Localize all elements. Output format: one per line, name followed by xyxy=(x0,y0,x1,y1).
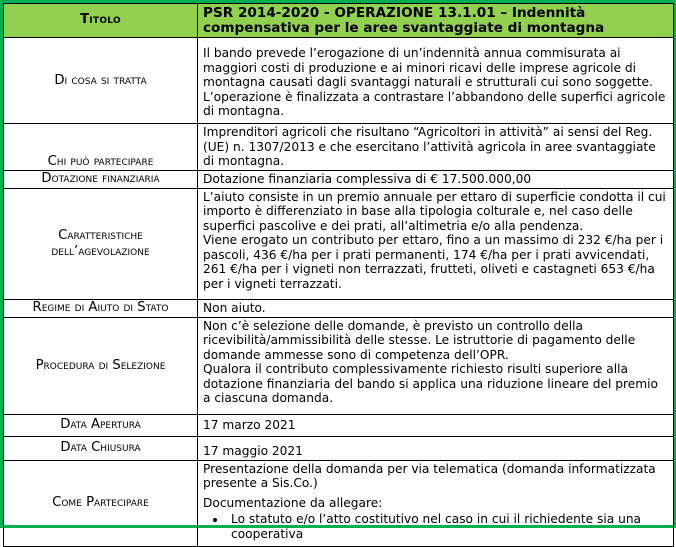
info-table xyxy=(3,3,674,547)
attachments-list xyxy=(203,512,668,541)
row-value-come xyxy=(198,460,674,546)
row-label-apertura: Data Apertura xyxy=(4,414,198,436)
come-paragraph-2: Documentazione da allegare: xyxy=(203,495,383,510)
procedura-paragraph-1: Non c’è selezione delle domande, è previsto un controllo della ricevibilità/ammissibilità delle stesse. Le istruttorie di pagamento delle domande ammesse sono di competenza dell’OPR. xyxy=(203,318,636,362)
row-label-caratteristiche-line1: Caratteristiche xyxy=(58,227,143,243)
row-come xyxy=(4,460,674,546)
row-value-procedura xyxy=(198,317,674,414)
header-title: PSR 2014-2020 - OPERAZIONE 13.1.01 – Indennità compensativa per le aree svantaggiate di montagna xyxy=(198,4,674,38)
row-value-caratteristiche xyxy=(198,188,674,299)
row-dotazione xyxy=(4,170,674,188)
row-label-chiusura: Data Chiusura xyxy=(4,436,198,460)
row-label-regime: Regime di Aiuto di Stato xyxy=(4,299,198,317)
row-chiusura xyxy=(4,436,674,460)
row-regime xyxy=(4,299,674,317)
row-value-dotazione: Dotazione finanziaria complessiva di € 17.500.000,00 xyxy=(198,170,674,188)
row-chi xyxy=(4,124,674,171)
row-value-cosa: Il bando prevede l’erogazione di un’indennità annua commisurata ai maggiori costi di produzione e ai minori ricavi delle imprese agricole di montagna causati dagli svantaggi naturali e strutturali cui sono soggette. L’operazione è finalizzata a contrastare l’abbandono delle superfici agricole di montagna. xyxy=(198,38,674,124)
row-label-come: Come Partecipare xyxy=(4,460,198,546)
header-row xyxy=(4,4,674,38)
row-value-apertura: 17 marzo 2021 xyxy=(198,414,674,436)
row-caratteristiche xyxy=(4,188,674,299)
caratteristiche-paragraph-1: L’aiuto consiste in un premio annuale per ettaro di superficie condotta il cui importo è differenziato in base alla tipologia colturale e, nel caso delle superfici pascolive e dei prati, all’altimetria e/o alla pendenza. xyxy=(203,189,666,233)
caratteristiche-paragraph-2: Viene erogato un contributo per ettaro, fino a un massimo di 232 €/ha per i pascoli, 436 €/ha per i prati permanenti, 174 €/ha per i prati avvicendati, 261 €/ha per i vigneti non terrazzati, frutteti, oliveti e castagneti 653 €/ha per i vigneti terrazzati. xyxy=(203,233,664,291)
row-label-cosa: Di cosa si tratta xyxy=(4,38,198,124)
row-label-procedura: Procedura di Selezione xyxy=(4,317,198,414)
list-item: • Lo statuto e/o l’atto costitutivo nel caso in cui il richiedente sia una cooperativa xyxy=(227,512,668,541)
row-label-dotazione: Dotazione finanziaria xyxy=(4,170,198,188)
row-label-caratteristiche xyxy=(4,188,198,299)
row-value-regime: Non aiuto. xyxy=(198,299,674,317)
row-value-chiusura: 17 maggio 2021 xyxy=(198,436,674,460)
row-value-chi: Imprenditori agricoli che risultano “Agricoltori in attività” ai sensi del Reg. (UE) n. 1307/2013 e che esercitano l’attività agricola in aree svantaggiate di montagna. xyxy=(198,124,674,171)
row-procedura xyxy=(4,317,674,414)
come-paragraph-1: Presentazione della domanda per via telematica (domanda informatizzata presente a Sis.Co.) xyxy=(203,461,656,490)
row-apertura xyxy=(4,414,674,436)
row-label-chi: Chi può partecipare xyxy=(4,124,198,171)
procedura-paragraph-2: Qualora il contributo complessivamente richiesto risulti superiore alla dotazione finanziaria del bando si applica una riduzione lineare del premio a ciascuna domanda. xyxy=(203,362,658,405)
header-label: Titolo xyxy=(4,4,198,38)
row-cosa xyxy=(4,38,674,124)
row-label-caratteristiche-line2: dell’agevolazione xyxy=(51,243,150,259)
